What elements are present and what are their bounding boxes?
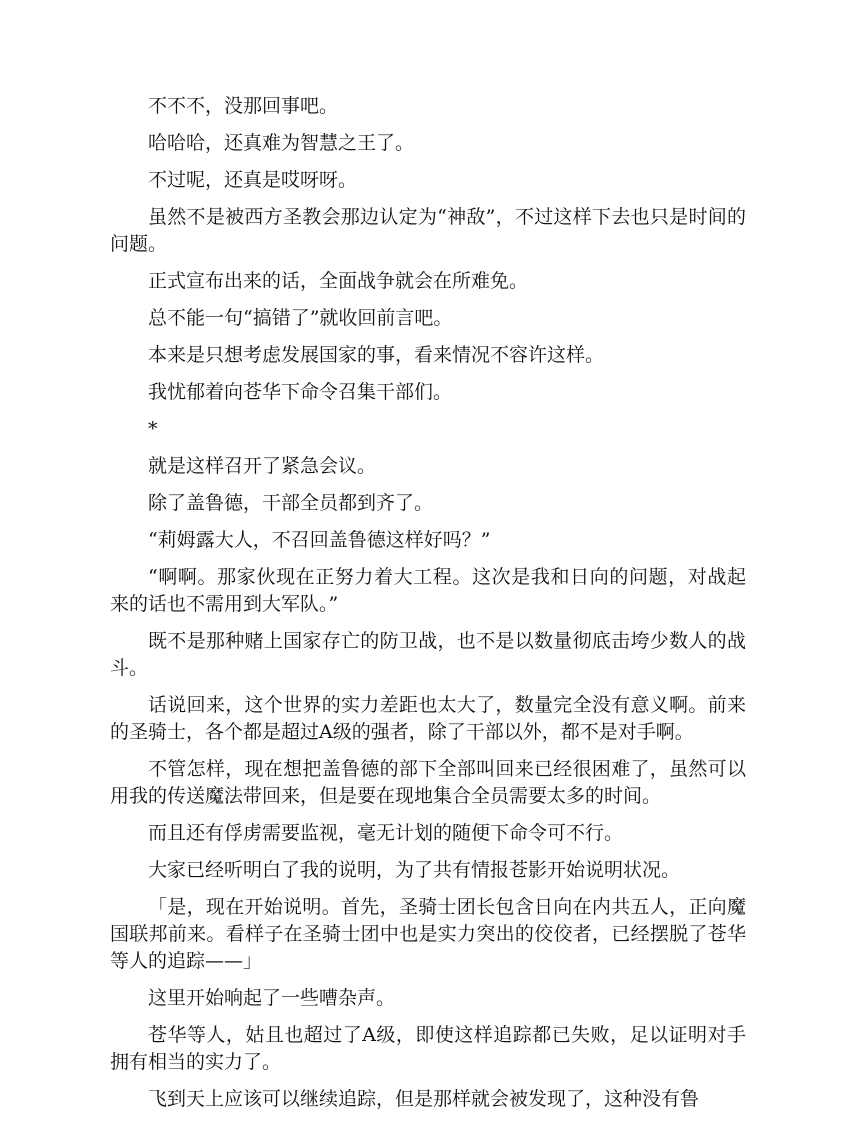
page-body xyxy=(110,93,746,1123)
paragraph: 哈哈哈，还真难为智慧之王了。 xyxy=(148,132,415,154)
paragraph: 苍华等人，姑且也超过了A级，即使这样追踪都已失败，足以证明对手拥有相当的实力了。 xyxy=(110,1024,746,1073)
paragraph: 既不是那种赌上国家存亡的防卫战，也不是以数量彻底击垮少数人的战斗。 xyxy=(110,630,746,679)
paragraph: 虽然不是被西方圣教会那边认定为“神敌”，不过这样下去也只是时间的问题。 xyxy=(110,206,746,255)
scene-break: * xyxy=(148,418,158,440)
paragraph: 就是这样召开了紧急会议。 xyxy=(148,455,377,477)
paragraph: 不过呢，还真是哎呀呀。 xyxy=(148,169,358,191)
paragraph: 我忧郁着向苍华下命令召集干部们。 xyxy=(148,381,453,403)
paragraph: 「是，现在开始说明。首先，圣骑士团长包含日向在内共五人，正向魔国联邦前来。看样子在圣骑士团中也是实力突出的佼佼者，已经摆脱了苍华等人的追踪——」 xyxy=(110,896,746,972)
paragraph: 不不不，没那回事吧。 xyxy=(148,95,339,117)
paragraph: “莉姆露大人，不召回盖鲁德这样好吗？” xyxy=(148,529,491,551)
paragraph: 这里开始响起了一些嘈杂声。 xyxy=(148,987,396,1009)
paragraph: 正式宣布出来的话，全面战争就会在所难免。 xyxy=(148,270,529,292)
paragraph: 总不能一句“搞错了”就收回前言吧。 xyxy=(148,307,453,329)
paragraph: 大家已经听明白了我的说明，为了共有情报苍影开始说明状况。 xyxy=(148,859,681,881)
paragraph: “啊啊。那家伙现在正努力着大工程。这次是我和日向的问题，对战起来的话也不需用到大军队。” xyxy=(110,566,746,615)
paragraph: 飞到天上应该可以继续追踪，但是那样就会被发现了，这种没有鲁 xyxy=(148,1088,700,1110)
paragraph: 话说回来，这个世界的实力差距也太大了，数量完全没有意义啊。前来的圣骑士，各个都是超过A级的强者，除了干部以外，都不是对手啊。 xyxy=(110,694,746,743)
paragraph: 而且还有俘虏需要监视，毫无计划的随便下命令可不行。 xyxy=(148,822,624,844)
paragraph: 本来是只想考虑发展国家的事，看来情况不容许这样。 xyxy=(148,344,605,366)
paragraph: 不管怎样，现在想把盖鲁德的部下全部叫回来已经很困难了，虽然可以用我的传送魔法带回来，但是要在现地集合全员需要太多的时间。 xyxy=(110,758,746,807)
paragraph: 除了盖鲁德，干部全员都到齐了。 xyxy=(148,492,434,514)
